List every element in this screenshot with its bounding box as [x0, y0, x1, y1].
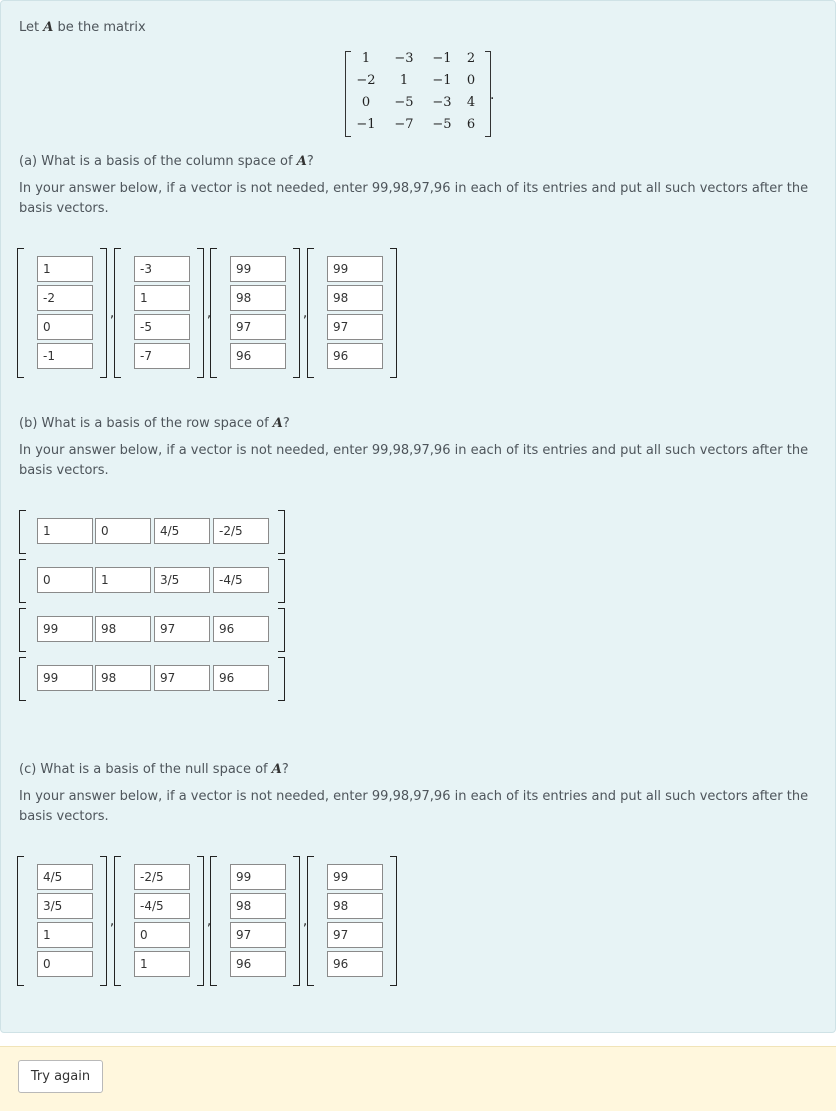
vector-separator: ,: [207, 306, 212, 321]
matrix-variable: A: [43, 20, 54, 35]
vector-entry-input[interactable]: [134, 314, 190, 340]
intro-suffix: be the matrix: [53, 20, 146, 35]
matrix-cell: −5: [394, 95, 414, 110]
column-vector-left-bracket: [210, 248, 217, 378]
vector-entry-input[interactable]: [213, 518, 269, 544]
vector-entry-input[interactable]: [154, 567, 210, 593]
vector-entry-input[interactable]: [134, 951, 190, 977]
part-c-note: In your answer below, if a vector is not needed, enter 99,98,97,96 in each of its entries and put all such vectors after the basis vectors.: [19, 789, 809, 824]
vector-entry-input[interactable]: [37, 567, 93, 593]
column-vector-left-bracket: [210, 856, 217, 986]
matrix-cell: −1: [432, 51, 452, 66]
vector-entry-input[interactable]: [230, 893, 286, 919]
vector-entry-input[interactable]: [327, 864, 383, 890]
vector-separator: ,: [303, 306, 308, 321]
vector-entry-input[interactable]: [95, 665, 151, 691]
vector-entry-input[interactable]: [327, 256, 383, 282]
part-b-prefix: (b) What is a basis of the row space of: [19, 416, 273, 431]
column-vector-left-bracket: [17, 248, 24, 378]
vector-entry-input[interactable]: [37, 922, 93, 948]
vector-separator: ,: [303, 914, 308, 929]
column-vector-left-bracket: [307, 856, 314, 986]
part-c-variable: A: [271, 762, 282, 777]
vector-entry-input[interactable]: [37, 518, 93, 544]
vector-entry-input[interactable]: [134, 285, 190, 311]
matrix-cell: −3: [432, 95, 452, 110]
intro-text: [19, 18, 146, 38]
part-b-suffix: ?: [282, 416, 290, 431]
matrix-cell: −7: [394, 117, 414, 132]
vector-entry-input[interactable]: [95, 567, 151, 593]
vector-entry-input[interactable]: [154, 518, 210, 544]
vector-entry-input[interactable]: [154, 616, 210, 642]
vector-entry-input[interactable]: [230, 864, 286, 890]
matrix-cell: 2: [466, 51, 476, 66]
column-vector-left-bracket: [307, 248, 314, 378]
matrix-cell: −1: [356, 117, 376, 132]
vector-separator: ,: [110, 914, 115, 929]
vector-entry-input[interactable]: [37, 343, 93, 369]
vector-entry-input[interactable]: [134, 893, 190, 919]
part-a-variable: A: [296, 154, 307, 169]
row-vector-right-bracket: [278, 657, 285, 701]
vector-entry-input[interactable]: [95, 518, 151, 544]
vector-entry-input[interactable]: [213, 665, 269, 691]
column-vector-left-bracket: [114, 856, 121, 986]
column-vector-right-bracket: [293, 856, 300, 986]
part-b-question: [19, 414, 290, 434]
matrix-a: [345, 49, 491, 137]
part-a-prefix: (a) What is a basis of the column space of: [19, 154, 297, 169]
matrix-cell: −2: [356, 73, 376, 88]
part-a-suffix: ?: [306, 154, 314, 169]
intro-prefix: Let: [19, 20, 44, 35]
vector-entry-input[interactable]: [37, 893, 93, 919]
vector-entry-input[interactable]: [230, 314, 286, 340]
vector-separator: ,: [110, 306, 115, 321]
vector-entry-input[interactable]: [230, 343, 286, 369]
vector-entry-input[interactable]: [37, 665, 93, 691]
matrix-cell: 1: [361, 51, 371, 66]
vector-entry-input[interactable]: [134, 864, 190, 890]
matrix-period: .: [490, 87, 495, 103]
matrix-cell: 0: [466, 73, 476, 88]
part-c-question: [19, 760, 289, 780]
vector-entry-input[interactable]: [327, 285, 383, 311]
column-vector-right-bracket: [197, 856, 204, 986]
matrix-cell: 1: [399, 73, 409, 88]
column-vector-right-bracket: [390, 248, 397, 378]
vector-entry-input[interactable]: [37, 616, 93, 642]
row-vector-left-bracket: [19, 608, 26, 652]
vector-entry-input[interactable]: [37, 285, 93, 311]
matrix-cell: 6: [466, 117, 476, 132]
vector-entry-input[interactable]: [327, 314, 383, 340]
vector-entry-input[interactable]: [37, 864, 93, 890]
row-vector-right-bracket: [278, 510, 285, 554]
feedback-footer: [0, 1046, 836, 1111]
matrix-cell: −5: [432, 117, 452, 132]
vector-entry-input[interactable]: [327, 893, 383, 919]
vector-entry-input[interactable]: [230, 951, 286, 977]
vector-entry-input[interactable]: [37, 314, 93, 340]
column-vector-right-bracket: [390, 856, 397, 986]
vector-entry-input[interactable]: [230, 285, 286, 311]
row-vector-left-bracket: [19, 559, 26, 603]
vector-entry-input[interactable]: [134, 256, 190, 282]
vector-entry-input[interactable]: [134, 343, 190, 369]
column-vector-right-bracket: [100, 856, 107, 986]
vector-entry-input[interactable]: [327, 343, 383, 369]
vector-entry-input[interactable]: [327, 922, 383, 948]
vector-entry-input[interactable]: [37, 951, 93, 977]
vector-entry-input[interactable]: [213, 616, 269, 642]
part-b-variable: A: [272, 416, 283, 431]
vector-entry-input[interactable]: [213, 567, 269, 593]
part-c-suffix: ?: [281, 762, 289, 777]
vector-entry-input[interactable]: [37, 256, 93, 282]
part-c-prefix: (c) What is a basis of the null space of: [19, 762, 272, 777]
vector-entry-input[interactable]: [95, 616, 151, 642]
column-vector-right-bracket: [197, 248, 204, 378]
vector-separator: ,: [207, 914, 212, 929]
vector-entry-input[interactable]: [230, 922, 286, 948]
matrix-cell: 0: [361, 95, 371, 110]
part-a-question: [19, 152, 314, 172]
vector-entry-input[interactable]: [134, 922, 190, 948]
column-vector-left-bracket: [17, 856, 24, 986]
row-vector-left-bracket: [19, 510, 26, 554]
row-vector-right-bracket: [278, 608, 285, 652]
vector-entry-input[interactable]: [230, 256, 286, 282]
part-a-note: In your answer below, if a vector is not needed, enter 99,98,97,96 in each of its entries and put all such vectors after the basis vectors.: [19, 181, 809, 216]
matrix-cell: 4: [466, 95, 476, 110]
column-vector-right-bracket: [100, 248, 107, 378]
try-again-button[interactable]: Try again: [18, 1060, 103, 1093]
matrix-cell: −3: [394, 51, 414, 66]
column-vector-right-bracket: [293, 248, 300, 378]
vector-entry-input[interactable]: [154, 665, 210, 691]
row-vector-right-bracket: [278, 559, 285, 603]
row-vector-left-bracket: [19, 657, 26, 701]
part-b-note: In your answer below, if a vector is not needed, enter 99,98,97,96 in each of its entries and put all such vectors after the basis vectors.: [19, 443, 809, 478]
vector-entry-input[interactable]: [327, 951, 383, 977]
matrix-cell: −1: [432, 73, 452, 88]
column-vector-left-bracket: [114, 248, 121, 378]
